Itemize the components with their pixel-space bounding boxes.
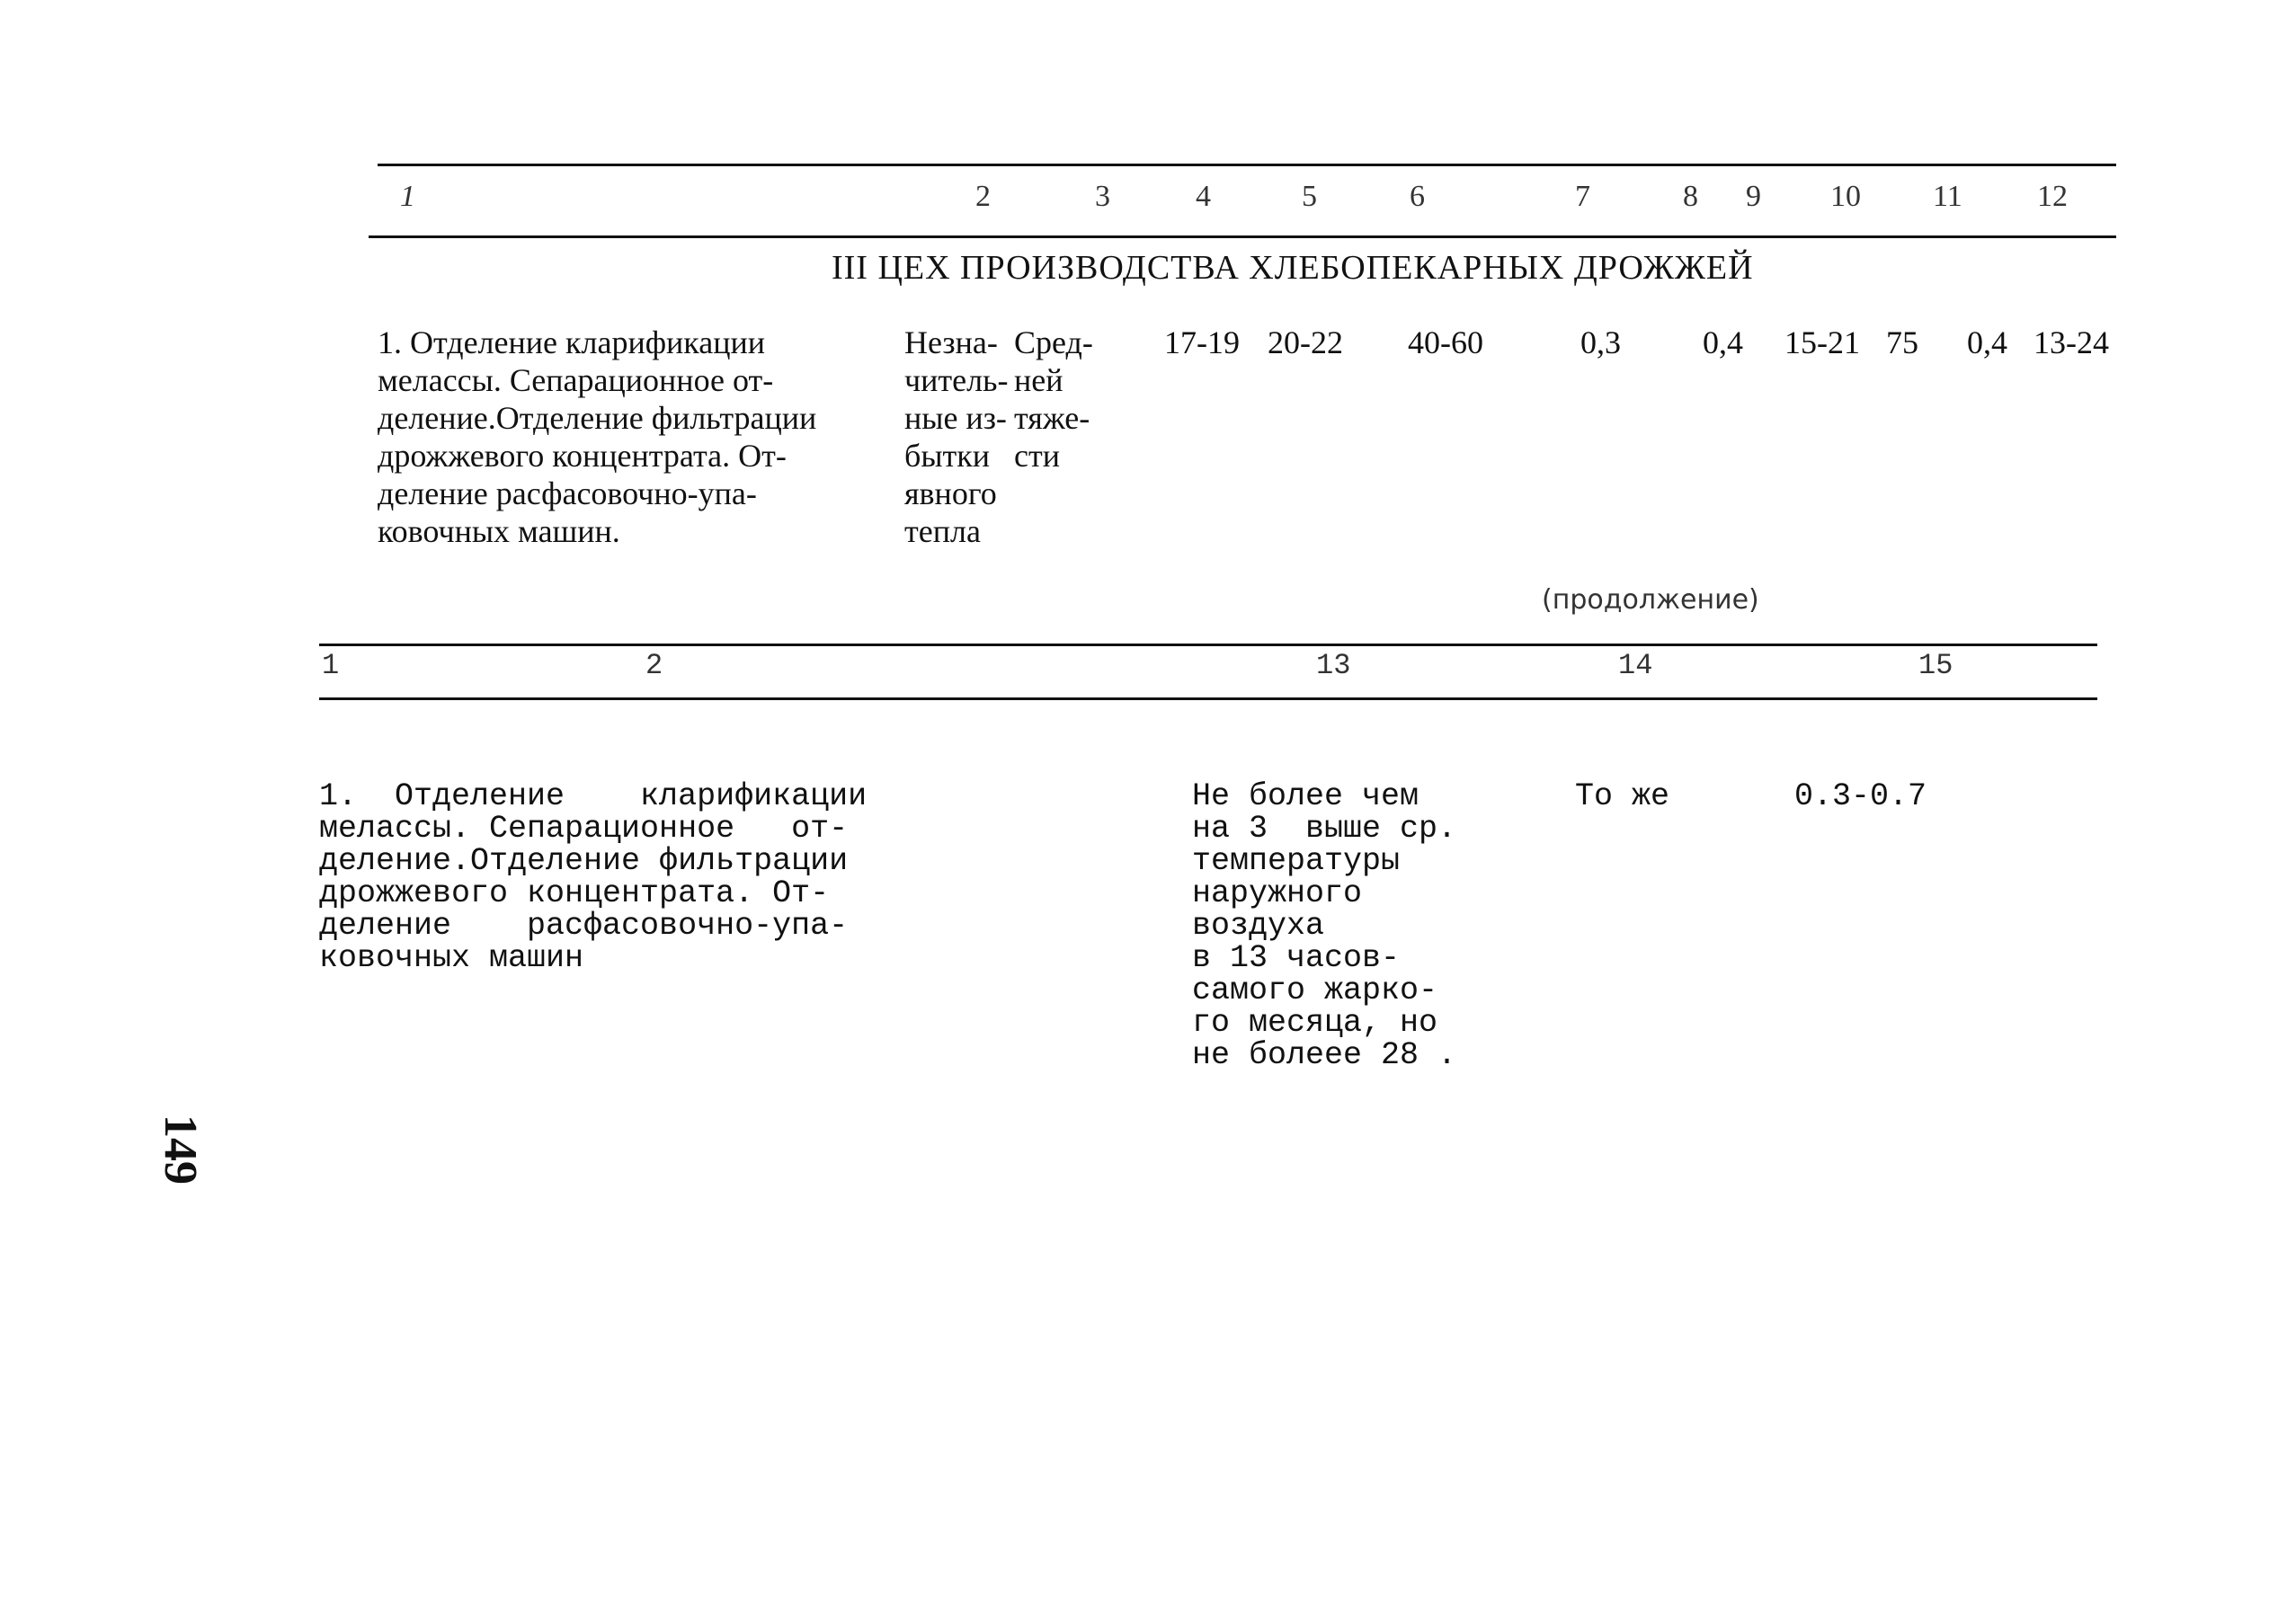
- cell-col15: 0.3-0.7: [1794, 778, 1927, 814]
- col2-number-14: 14: [1618, 649, 1653, 682]
- col-number-3: 3: [1095, 180, 1110, 213]
- col-number-6: 6: [1410, 180, 1425, 213]
- col-number-10: 10: [1830, 180, 1861, 213]
- cell-col7: 0,3: [1580, 324, 1621, 360]
- cell-col12: 13-24: [2033, 324, 2109, 360]
- cell-col4: 17-19: [1164, 324, 1240, 360]
- lower-table-header-rule: [319, 697, 2097, 700]
- upper-table-header-rule: [369, 235, 2116, 238]
- col2-number-13: 13: [1316, 649, 1351, 682]
- cell-col13: Не более чем на 3 выше ср. температуры наружного воздуха в 13 часов- самого жарко- го месяца, но не болеее 28 .: [1192, 778, 1457, 1073]
- row2-name-cell: 1. Отделение кларификации мелассы. Сепарационное от- деление.Отделение фильтрации дрожжевого концентрата. От- деление расфасовочно-упа- ковочных машин: [319, 778, 868, 976]
- col-number-7: 7: [1575, 180, 1590, 213]
- col-number-11: 11: [1933, 180, 1962, 213]
- col-number-12: 12: [2037, 180, 2068, 213]
- continuation-label: (продолжение): [1542, 584, 1759, 616]
- col-number-5: 5: [1302, 180, 1317, 213]
- col-number-8: 8: [1683, 180, 1698, 213]
- cell-col5: 20-22: [1268, 324, 1343, 360]
- cell-col3: Сред- ней тяже- сти: [1014, 324, 1093, 474]
- col2-number-1: 1: [322, 649, 340, 682]
- cell-col2: Незна- читель- ные из- бытки явного тепла: [904, 324, 1009, 549]
- cell-col9: 15-21: [1784, 324, 1860, 360]
- cell-col8: 0,4: [1703, 324, 1743, 360]
- lower-table-top-rule: [319, 644, 2097, 646]
- col-number-1: 1: [400, 180, 415, 213]
- col-number-4: 4: [1196, 180, 1211, 213]
- col2-number-15: 15: [1918, 649, 1953, 682]
- page-number: 149: [155, 1114, 206, 1185]
- col-number-9: 9: [1746, 180, 1761, 213]
- cell-col10: 75: [1886, 324, 1918, 360]
- row-name-cell: 1. Отделение кларификации мелассы. Сепарационное от- деление.Отделение фильтрации дрожжевого концентрата. От- деление расфасовочно-упа- ковочных машин.: [378, 324, 817, 549]
- cell-col14: То же: [1575, 778, 1670, 814]
- cell-col6: 40-60: [1408, 324, 1483, 360]
- section-title: III ЦЕХ ПРОИЗВОДСТВА ХЛЕБОПЕКАРНЫХ ДРОЖЖЕЙ: [832, 249, 1754, 287]
- upper-table-top-rule: [378, 164, 2116, 166]
- col-number-2: 2: [975, 180, 991, 213]
- cell-col11: 0,4: [1967, 324, 2007, 360]
- col2-number-2: 2: [645, 649, 663, 682]
